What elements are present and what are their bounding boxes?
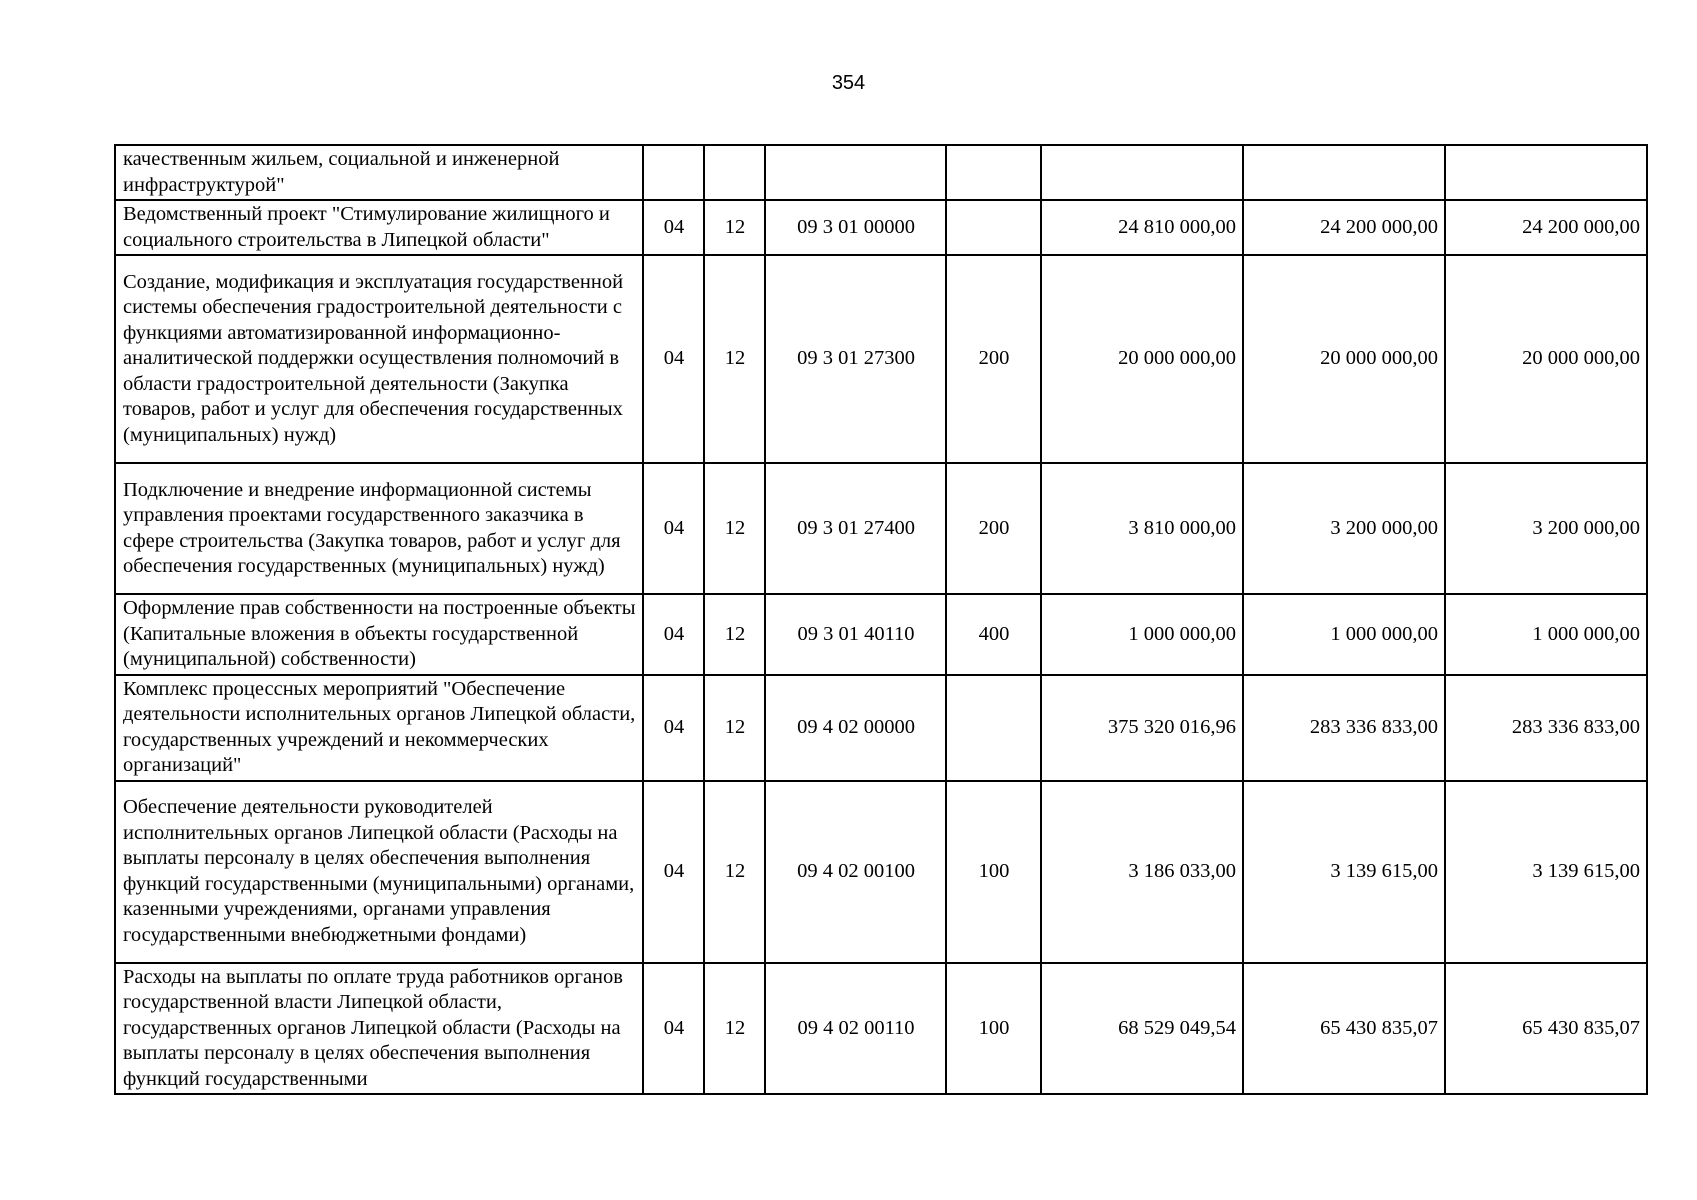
page-number: 354 <box>831 72 866 94</box>
target-article-code: 09 4 02 00110 <box>765 963 946 1095</box>
expense-type-code: 400 <box>946 594 1041 675</box>
amount-year-2: 3 139 615,00 <box>1243 781 1445 963</box>
amount-year-3: 20 000 000,00 <box>1445 255 1647 463</box>
table-row <box>115 781 1647 963</box>
expense-type-code <box>946 145 1041 200</box>
table-row <box>115 463 1647 594</box>
amount-year-1: 24 810 000,00 <box>1041 200 1243 255</box>
table-row <box>115 145 1647 200</box>
amount-year-3: 1 000 000,00 <box>1445 594 1647 675</box>
target-article-code <box>765 145 946 200</box>
table-row <box>115 594 1647 675</box>
amount-year-1: 375 320 016,96 <box>1041 675 1243 781</box>
amount-year-1 <box>1041 145 1243 200</box>
expense-name: Расходы на выплаты по оплате труда работников органов государственной власти Липецкой области, государственных органов Липецкой области (Расходы на выплаты персоналу в целях обеспечения выполнения функций государственными <box>115 963 643 1095</box>
expense-name: Ведомственный проект "Стимулирование жилищного и социального строительства в Липецкой области" <box>115 200 643 255</box>
subsection-code: 12 <box>704 463 765 594</box>
amount-year-3: 24 200 000,00 <box>1445 200 1647 255</box>
target-article-code: 09 3 01 27300 <box>765 255 946 463</box>
amount-year-2: 20 000 000,00 <box>1243 255 1445 463</box>
expense-type-code <box>946 675 1041 781</box>
section-code: 04 <box>643 463 704 594</box>
target-article-code: 09 3 01 27400 <box>765 463 946 594</box>
target-article-code: 09 3 01 40110 <box>765 594 946 675</box>
section-code <box>643 145 704 200</box>
amount-year-3: 3 139 615,00 <box>1445 781 1647 963</box>
amount-year-3: 65 430 835,07 <box>1445 963 1647 1095</box>
section-code: 04 <box>643 781 704 963</box>
amount-year-2: 283 336 833,00 <box>1243 675 1445 781</box>
section-code: 04 <box>643 255 704 463</box>
section-code: 04 <box>643 963 704 1095</box>
expense-type-code: 100 <box>946 963 1041 1095</box>
expense-type-code <box>946 200 1041 255</box>
subsection-code: 12 <box>704 200 765 255</box>
budget-table <box>114 144 1648 1095</box>
section-code: 04 <box>643 675 704 781</box>
expense-type-code: 200 <box>946 463 1041 594</box>
amount-year-1: 3 186 033,00 <box>1041 781 1243 963</box>
target-article-code: 09 3 01 00000 <box>765 200 946 255</box>
amount-year-2: 24 200 000,00 <box>1243 200 1445 255</box>
expense-type-code: 100 <box>946 781 1041 963</box>
amount-year-1: 3 810 000,00 <box>1041 463 1243 594</box>
amount-year-1: 68 529 049,54 <box>1041 963 1243 1095</box>
amount-year-2: 65 430 835,07 <box>1243 963 1445 1095</box>
subsection-code <box>704 145 765 200</box>
target-article-code: 09 4 02 00000 <box>765 675 946 781</box>
expense-name: Создание, модификация и эксплуатация государственной системы обеспечения градостроительной деятельности с функциями автоматизированной информационно-аналитической поддержки осуществления полномочий в области градостроительной деятельности (Закупка товаров, работ и услуг для обеспечения государственных (муниципальных) нужд) <box>115 255 643 463</box>
target-article-code: 09 4 02 00100 <box>765 781 946 963</box>
expense-name: Подключение и внедрение информационной системы управления проектами государственного заказчика в сфере строительства (Закупка товаров, работ и услуг для обеспечения государственных (муниципальных) нужд) <box>115 463 643 594</box>
table-row <box>115 675 1647 781</box>
section-code: 04 <box>643 200 704 255</box>
expense-name: качественным жильем, социальной и инженерной инфраструктурой" <box>115 145 643 200</box>
subsection-code: 12 <box>704 255 765 463</box>
expense-type-code: 200 <box>946 255 1041 463</box>
expense-name: Обеспечение деятельности руководителей исполнительных органов Липецкой области (Расходы на выплаты персоналу в целях обеспечения выполнения функций государственными (муниципальными) органами, казенными учреждениями, органами управления государственными внебюджетными фондами) <box>115 781 643 963</box>
amount-year-2: 3 200 000,00 <box>1243 463 1445 594</box>
table-row <box>115 200 1647 255</box>
amount-year-3: 3 200 000,00 <box>1445 463 1647 594</box>
amount-year-1: 20 000 000,00 <box>1041 255 1243 463</box>
subsection-code: 12 <box>704 675 765 781</box>
section-code: 04 <box>643 594 704 675</box>
subsection-code: 12 <box>704 781 765 963</box>
amount-year-3 <box>1445 145 1647 200</box>
subsection-code: 12 <box>704 594 765 675</box>
expense-name: Комплекс процессных мероприятий "Обеспечение деятельности исполнительных органов Липецкой области, государственных учреждений и некоммерческих организаций" <box>115 675 643 781</box>
amount-year-2 <box>1243 145 1445 200</box>
subsection-code: 12 <box>704 963 765 1095</box>
amount-year-2: 1 000 000,00 <box>1243 594 1445 675</box>
amount-year-3: 283 336 833,00 <box>1445 675 1647 781</box>
table-row <box>115 255 1647 463</box>
amount-year-1: 1 000 000,00 <box>1041 594 1243 675</box>
expense-name: Оформление прав собственности на построенные объекты (Капитальные вложения в объекты государственной (муниципальной) собственности) <box>115 594 643 675</box>
table-row <box>115 963 1647 1095</box>
